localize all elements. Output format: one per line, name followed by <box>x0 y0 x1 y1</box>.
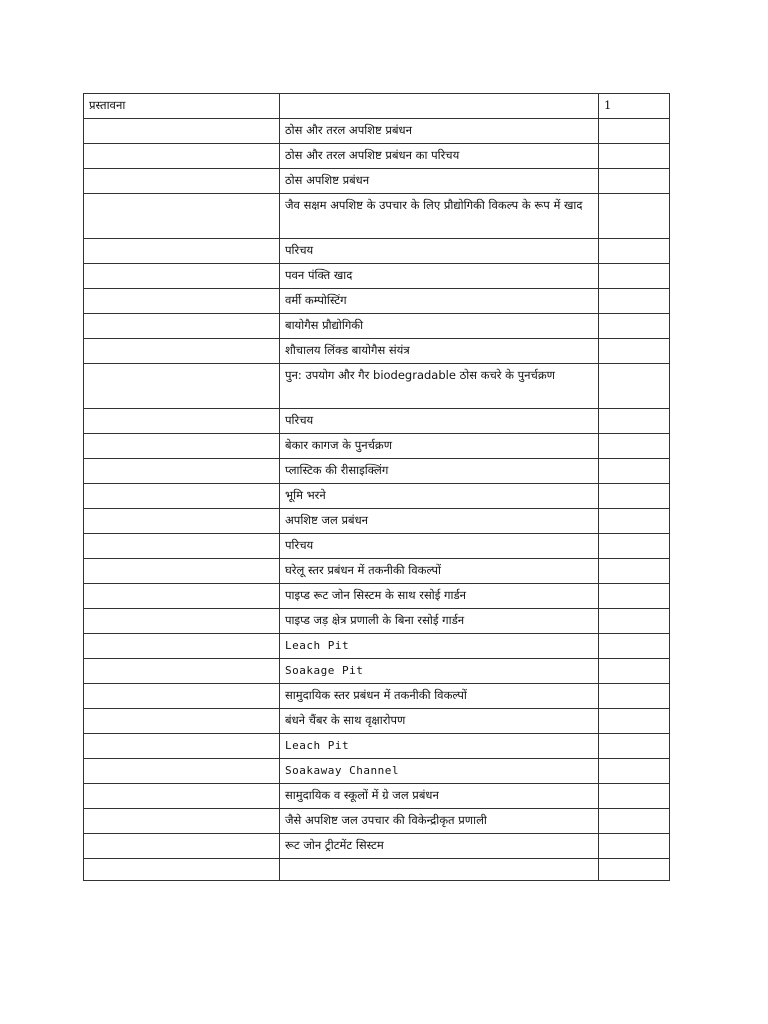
page-cell <box>599 609 670 634</box>
page-cell <box>599 144 670 169</box>
topic-cell: अपशिष्ट जल प्रबंधन <box>280 509 599 534</box>
section-cell <box>84 784 280 809</box>
page-cell <box>599 409 670 434</box>
page-cell <box>599 239 670 264</box>
topic-cell: ठोस अपशिष्ट प्रबंधन <box>280 169 599 194</box>
topic-cell: पवन पंक्ति खाद <box>280 264 599 289</box>
section-cell <box>84 534 280 559</box>
section-cell <box>84 859 280 881</box>
table-row <box>84 784 670 809</box>
table-row <box>84 609 670 634</box>
section-cell <box>84 559 280 584</box>
topic-cell: शौचालय लिंक्ड बायोगैस संयंत्र <box>280 339 599 364</box>
page-cell <box>599 734 670 759</box>
page-cell <box>599 459 670 484</box>
table-row <box>84 759 670 784</box>
page-cell <box>599 584 670 609</box>
section-cell <box>84 434 280 459</box>
topic-cell: प्लास्टिक की रीसाइक्लिंग <box>280 459 599 484</box>
page-cell <box>599 659 670 684</box>
section-cell <box>84 289 280 314</box>
table-row <box>84 834 670 859</box>
table-row <box>84 194 670 239</box>
section-cell <box>84 834 280 859</box>
page-cell <box>599 364 670 409</box>
section-cell <box>84 314 280 339</box>
topic-cell: पाइप्ड रूट जोन सिस्टम के साथ रसोई गार्डन <box>280 584 599 609</box>
topic-cell: सामुदायिक व स्कूलों में ग्रे जल प्रबंधन <box>280 784 599 809</box>
table-row <box>84 289 670 314</box>
table-row <box>84 314 670 339</box>
section-cell <box>84 484 280 509</box>
page-cell <box>599 484 670 509</box>
page-cell <box>599 314 670 339</box>
table-row <box>84 409 670 434</box>
table-row <box>84 264 670 289</box>
section-cell <box>84 339 280 364</box>
page-cell: 1 <box>599 94 670 119</box>
page-cell <box>599 709 670 734</box>
topic-cell: Soakaway Channel <box>280 759 599 784</box>
topic-cell: भूमि भरने <box>280 484 599 509</box>
topic-cell: पुन: उपयोग और गैर biodegradable ठोस कचरे के पुनर्चक्रण <box>280 364 599 409</box>
topic-cell: बायोगैस प्रौद्योगिकी <box>280 314 599 339</box>
page-cell <box>599 759 670 784</box>
table-row <box>84 339 670 364</box>
topic-cell: Soakage Pit <box>280 659 599 684</box>
table-row <box>84 239 670 264</box>
table-row <box>84 709 670 734</box>
table-row <box>84 734 670 759</box>
topic-cell: रूट जोन ट्रीटमेंट सिस्टम <box>280 834 599 859</box>
section-cell <box>84 584 280 609</box>
section-cell <box>84 169 280 194</box>
topic-cell: जैसे अपशिष्ट जल उपचार की विकेन्द्रीकृत प्रणाली <box>280 809 599 834</box>
table-row <box>84 94 670 119</box>
topic-cell: पाइप्ड जड़ क्षेत्र प्रणाली के बिना रसोई गार्डन <box>280 609 599 634</box>
section-cell <box>84 609 280 634</box>
table-row <box>84 459 670 484</box>
section-cell <box>84 659 280 684</box>
table-row <box>84 684 670 709</box>
table-row <box>84 584 670 609</box>
section-cell <box>84 759 280 784</box>
table-row <box>84 559 670 584</box>
section-cell <box>84 119 280 144</box>
table-of-contents <box>83 93 670 881</box>
table-row <box>84 509 670 534</box>
page-cell <box>599 834 670 859</box>
page-cell <box>599 264 670 289</box>
table-row <box>84 144 670 169</box>
table-row <box>84 634 670 659</box>
table-row <box>84 119 670 144</box>
page-cell <box>599 434 670 459</box>
page-cell <box>599 194 670 239</box>
topic-cell: Leach Pit <box>280 634 599 659</box>
page-cell <box>599 169 670 194</box>
section-cell <box>84 144 280 169</box>
table-row <box>84 859 670 881</box>
page-cell <box>599 559 670 584</box>
topic-cell: परिचय <box>280 409 599 434</box>
table-row <box>84 364 670 409</box>
topic-cell: ठोस और तरल अपशिष्ट प्रबंधन <box>280 119 599 144</box>
topic-cell: Leach Pit <box>280 734 599 759</box>
topic-cell: परिचय <box>280 534 599 559</box>
section-cell <box>84 364 280 409</box>
page-cell <box>599 809 670 834</box>
table-row <box>84 809 670 834</box>
page-cell <box>599 534 670 559</box>
section-cell <box>84 634 280 659</box>
topic-cell: घरेलू स्तर प्रबंधन में तकनीकी विकल्पों <box>280 559 599 584</box>
table-row <box>84 534 670 559</box>
section-cell <box>84 459 280 484</box>
topic-cell: परिचय <box>280 239 599 264</box>
topic-cell <box>280 859 599 881</box>
page-cell <box>599 119 670 144</box>
topic-cell: वर्मी कम्पोस्टिंग <box>280 289 599 314</box>
topic-cell: सामुदायिक स्तर प्रबंधन में तकनीकी विकल्पों <box>280 684 599 709</box>
page-cell <box>599 684 670 709</box>
section-cell <box>84 239 280 264</box>
section-cell <box>84 709 280 734</box>
topic-cell: ठोस और तरल अपशिष्ट प्रबंधन का परिचय <box>280 144 599 169</box>
page-cell <box>599 634 670 659</box>
table-row <box>84 484 670 509</box>
section-cell <box>84 194 280 239</box>
page-cell <box>599 509 670 534</box>
table-row <box>84 169 670 194</box>
section-cell <box>84 809 280 834</box>
section-cell <box>84 509 280 534</box>
page-cell <box>599 339 670 364</box>
table-row <box>84 659 670 684</box>
page-cell <box>599 859 670 881</box>
section-cell: प्रस्तावना <box>84 94 280 119</box>
section-cell <box>84 264 280 289</box>
topic-cell: बेकार कागज के पुनर्चक्रण <box>280 434 599 459</box>
topic-cell <box>280 94 599 119</box>
topic-cell: जैव सक्षम अपशिष्ट के उपचार के लिए प्रौद्योगिकी विकल्प के रूप में खाद <box>280 194 599 239</box>
page-cell <box>599 784 670 809</box>
topic-cell: बंधने चैंबर के साथ वृक्षारोपण <box>280 709 599 734</box>
section-cell <box>84 684 280 709</box>
table-row <box>84 434 670 459</box>
section-cell <box>84 409 280 434</box>
page-cell <box>599 289 670 314</box>
section-cell <box>84 734 280 759</box>
